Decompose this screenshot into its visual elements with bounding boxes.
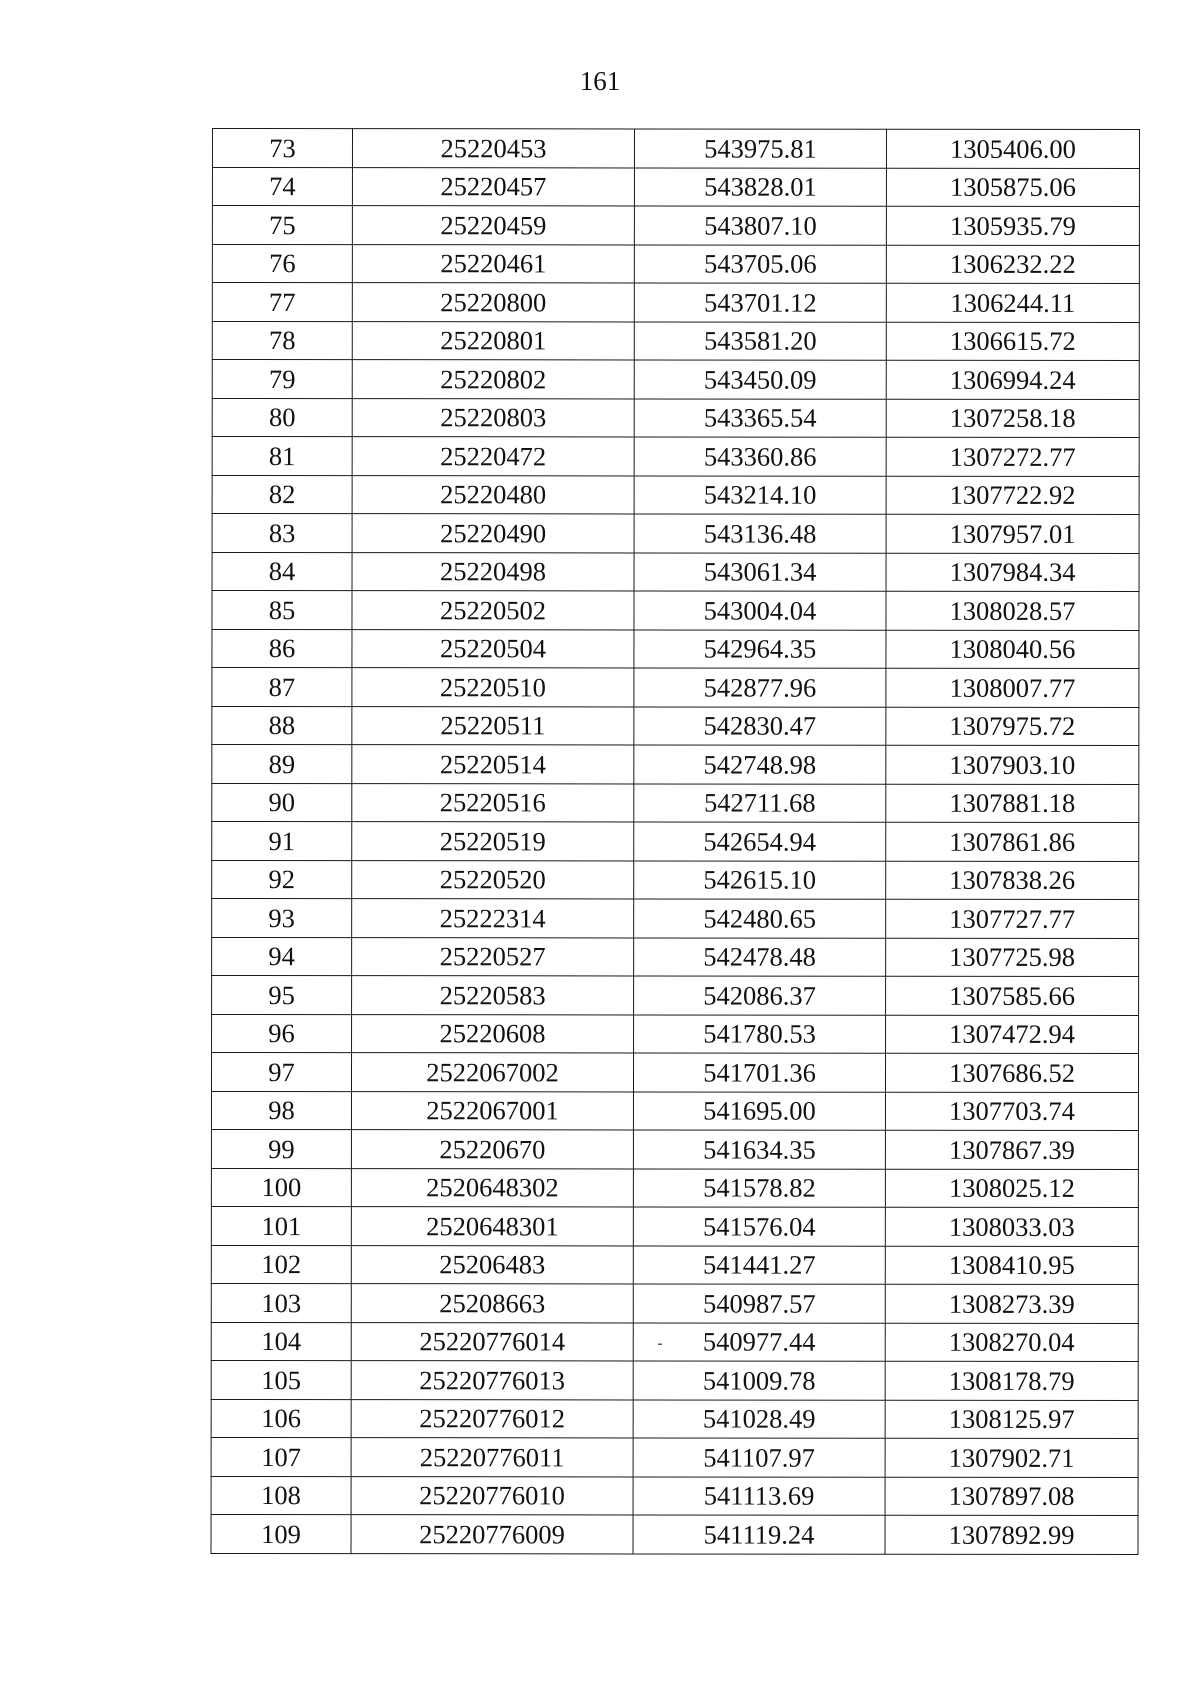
coordinates-table [211, 128, 1140, 1554]
row-number-cell: 75 [212, 206, 352, 245]
row-number-cell: 79 [212, 360, 352, 399]
point-code-cell: 25220459 [352, 206, 634, 245]
coordinate-y-cell: 1307838.26 [886, 861, 1139, 900]
point-code-cell: 25220527 [352, 937, 634, 976]
coordinate-y-cell: 1305875.06 [886, 168, 1139, 207]
row-number-cell: 103 [211, 1283, 351, 1322]
coordinate-y-cell: 1308025.12 [885, 1169, 1138, 1208]
table-body [211, 129, 1139, 1554]
point-code-cell: 25220514 [352, 745, 634, 784]
coordinate-x-cell: 543214.10 [634, 475, 886, 514]
coordinate-x-cell: 542748.98 [634, 745, 886, 784]
table-row [211, 1245, 1138, 1284]
coordinate-y-cell: 1308270.04 [885, 1323, 1138, 1362]
row-number-cell: 74 [212, 167, 352, 206]
coordinate-x-cell: 540987.57 [633, 1284, 885, 1323]
row-number-cell: 97 [211, 1053, 351, 1092]
table-row [211, 1322, 1138, 1361]
coordinate-y-cell: 1307984.34 [886, 553, 1139, 592]
point-code-cell: 2520648302 [351, 1168, 633, 1207]
coordinate-x-cell: 542830.47 [634, 706, 886, 745]
coordinate-x-cell: 540977.44 - [633, 1322, 885, 1361]
table-row [211, 1514, 1138, 1553]
page-number: 161 [579, 66, 621, 96]
row-number-cell: 87 [212, 668, 352, 707]
coordinate-x-cell: 541113.69 [633, 1476, 885, 1515]
coordinate-y-cell: 1305935.79 [886, 206, 1139, 245]
table-row [212, 475, 1139, 514]
coordinate-x-cell: 541780.53 [634, 1014, 886, 1053]
coordinate-x-cell: 543975.81 [634, 129, 886, 168]
point-code-cell: 25220801 [352, 321, 634, 360]
coordinate-x-cell: 541701.36 [633, 1053, 885, 1092]
row-number-cell: 106 [211, 1399, 351, 1438]
table-row [212, 822, 1139, 861]
table-row [212, 244, 1139, 283]
point-code-cell: 25220776013 [351, 1361, 633, 1400]
coordinate-y-cell: 1307881.18 [886, 784, 1139, 823]
coordinate-x-cell: 542654.94 [634, 822, 886, 861]
row-number-cell: 93 [212, 899, 352, 938]
coordinate-x-cell: 543061.34 [634, 552, 886, 591]
row-number-cell: 89 [212, 745, 352, 784]
coordinate-x-cell: 542877.96 [634, 668, 886, 707]
table-row [211, 1283, 1138, 1322]
coordinate-y-cell: 1307272.77 [886, 437, 1139, 476]
coordinate-x-cell: 543004.04 [634, 591, 886, 630]
row-number-cell: 105 [211, 1360, 351, 1399]
coordinate-y-cell: 1308273.39 [885, 1284, 1138, 1323]
table-row [212, 937, 1139, 976]
row-number-cell: 104 [211, 1322, 351, 1361]
coordinate-y-cell: 1307258.18 [886, 399, 1139, 438]
table-row [212, 629, 1139, 668]
coordinate-x-cell: 541576.04 [633, 1207, 885, 1246]
row-number-cell: 99 [211, 1130, 351, 1169]
coordinate-x-cell: 541119.24 [633, 1515, 885, 1554]
table-row [212, 321, 1139, 360]
table-row [212, 706, 1139, 745]
point-code-cell: 25220776012 [351, 1399, 633, 1438]
point-code-cell: 25220453 [352, 129, 634, 168]
point-code-cell: 25220583 [352, 976, 634, 1015]
table-row [212, 398, 1139, 437]
point-code-cell: 25208663 [351, 1284, 633, 1323]
row-number-cell: 84 [212, 552, 352, 591]
point-code-cell: 25220776014 [351, 1322, 633, 1361]
row-number-cell: 92 [212, 860, 352, 899]
row-number-cell: 78 [212, 321, 352, 360]
row-number-cell: 108 [211, 1476, 351, 1515]
point-code-cell: 2522067001 [351, 1091, 633, 1130]
coordinate-y-cell: 1306244.11 [886, 283, 1139, 322]
coordinate-x-cell: 543450.09 [634, 360, 886, 399]
coordinate-x-cell: 542615.10 [634, 860, 886, 899]
row-number-cell: 101 [211, 1206, 351, 1245]
table-row [212, 206, 1139, 245]
coordinate-x-cell: 541441.27 [633, 1245, 885, 1284]
dash-mark: - [657, 1335, 663, 1351]
coordinate-y-cell: 1307727.77 [886, 899, 1139, 938]
table-row [211, 1091, 1138, 1130]
point-code-cell: 2522067002 [351, 1053, 633, 1092]
table-row [212, 283, 1139, 322]
point-code-cell: 25220510 [352, 668, 634, 707]
table-row [211, 1168, 1138, 1207]
coordinate-y-cell: 1308125.97 [885, 1400, 1138, 1439]
point-code-cell: 25220457 [352, 167, 634, 206]
coordinate-x-cell: 541009.78 [633, 1361, 885, 1400]
coordinate-y-cell: 1307725.98 [886, 938, 1139, 977]
coordinate-y-cell: 1306615.72 [886, 322, 1139, 361]
coordinate-x-cell: 541578.82 [633, 1168, 885, 1207]
table-row [212, 129, 1139, 168]
point-code-cell: 25220520 [352, 860, 634, 899]
coordinate-x-cell: 542086.37 [634, 976, 886, 1015]
table-row [212, 167, 1139, 206]
point-code-cell: 25222314 [352, 899, 634, 938]
coordinate-x-cell: 541695.00 [633, 1091, 885, 1130]
table-row [212, 783, 1139, 822]
point-code-cell: 25220461 [352, 244, 634, 283]
table-row [211, 1130, 1138, 1169]
point-code-cell: 25220608 [352, 1014, 634, 1053]
coordinate-y-cell: 1307897.08 [885, 1477, 1138, 1516]
table-row [212, 437, 1139, 476]
row-number-cell: 86 [212, 629, 352, 668]
coordinate-x-cell: 543701.12 [634, 283, 886, 322]
point-code-cell: 25220490 [352, 514, 634, 553]
table-row [212, 668, 1139, 707]
coordinate-y-cell: 1306232.22 [886, 245, 1139, 284]
row-number-cell: 73 [212, 129, 352, 168]
row-number-cell: 107 [211, 1437, 351, 1476]
table-row [212, 899, 1139, 938]
table-row [212, 976, 1139, 1015]
row-number-cell: 91 [212, 822, 352, 861]
table-row [212, 745, 1139, 784]
row-number-cell: 96 [212, 1014, 352, 1053]
point-code-cell: 25206483 [351, 1245, 633, 1284]
coordinate-y-cell: 1306994.24 [886, 360, 1139, 399]
row-number-cell: 85 [212, 591, 352, 630]
point-code-cell: 25220502 [352, 591, 634, 630]
point-code-cell: 25220498 [352, 552, 634, 591]
coordinate-x-cell: 542711.68 [634, 783, 886, 822]
table-row [212, 360, 1139, 399]
point-code-cell: 25220670 [351, 1130, 633, 1169]
coordinate-x-cell: 541028.49 [633, 1399, 885, 1438]
table-row [211, 1399, 1138, 1438]
coordinate-x-cell: 543365.54 [634, 398, 886, 437]
point-code-cell: 25220511 [352, 706, 634, 745]
table-row [212, 860, 1139, 899]
table-row [212, 591, 1139, 630]
coordinate-x-cell: 543828.01 [634, 167, 886, 206]
coordinate-x-cell: 542478.48 [634, 937, 886, 976]
coordinate-y-cell: 1307472.94 [886, 1015, 1139, 1054]
coordinate-y-cell: 1307585.66 [886, 976, 1139, 1015]
table-row [212, 514, 1139, 553]
point-code-cell: 25220800 [352, 283, 634, 322]
row-number-cell: 76 [212, 244, 352, 283]
point-code-cell: 25220803 [352, 398, 634, 437]
row-number-cell: 98 [211, 1091, 351, 1130]
point-code-cell: 2520648301 [351, 1207, 633, 1246]
table-row [211, 1360, 1138, 1399]
point-code-cell: 25220516 [352, 783, 634, 822]
point-code-cell: 25220802 [352, 360, 634, 399]
coordinate-x-cell: 543360.86 [634, 437, 886, 476]
row-number-cell: 94 [212, 937, 352, 976]
coordinate-y-cell: 1308028.57 [886, 591, 1139, 630]
row-number-cell: 82 [212, 475, 352, 514]
coordinate-y-cell: 1308040.56 [886, 630, 1139, 669]
point-code-cell: 25220480 [352, 475, 634, 514]
coordinate-y-cell: 1307703.74 [885, 1092, 1138, 1131]
coordinate-y-cell: 1307722.92 [886, 476, 1139, 515]
point-code-cell: 25220776009 [351, 1515, 633, 1554]
coordinate-x-cell: 542964.35 [634, 629, 886, 668]
row-number-cell: 95 [212, 976, 352, 1015]
row-number-cell: 88 [212, 706, 352, 745]
coordinate-y-cell: 1307892.99 [885, 1515, 1138, 1554]
coordinate-x-cell: 541107.97 [633, 1438, 885, 1477]
coordinate-x-cell: 543807.10 [634, 206, 886, 245]
row-number-cell: 102 [211, 1245, 351, 1284]
coordinate-y-cell: 1307861.86 [886, 822, 1139, 861]
row-number-cell: 83 [212, 514, 352, 553]
coordinate-x-cell: 543705.06 [634, 244, 886, 283]
coordinate-x-cell: 542480.65 [634, 899, 886, 938]
point-code-cell: 25220776010 [351, 1476, 633, 1515]
coordinate-y-cell: 1305406.00 [886, 129, 1139, 168]
coordinate-x-cell: 541634.35 [633, 1130, 885, 1169]
table-row [211, 1206, 1138, 1245]
table-row [211, 1053, 1138, 1092]
coordinate-y-cell: 1307903.10 [886, 745, 1139, 784]
point-code-cell: 25220519 [352, 822, 634, 861]
coordinate-y-cell: 1307975.72 [886, 707, 1139, 746]
coordinate-y-cell: 1307957.01 [886, 514, 1139, 553]
coordinate-y-cell: 1308410.95 [885, 1246, 1138, 1285]
table-row [211, 1437, 1138, 1476]
row-number-cell: 81 [212, 437, 352, 476]
coordinate-y-cell: 1308178.79 [885, 1361, 1138, 1400]
table-row [212, 1014, 1139, 1053]
coordinate-x-cell: 543136.48 [634, 514, 886, 553]
row-number-cell: 109 [211, 1514, 351, 1553]
row-number-cell: 80 [212, 398, 352, 437]
coordinate-y-cell: 1308033.03 [885, 1207, 1138, 1246]
coordinate-y-cell: 1307686.52 [885, 1053, 1138, 1092]
coordinate-y-cell: 1308007.77 [886, 668, 1139, 707]
point-code-cell: 25220776011 [351, 1438, 633, 1477]
coordinate-y-cell: 1307867.39 [885, 1130, 1138, 1169]
table-row [211, 1476, 1138, 1515]
table-row [212, 552, 1139, 591]
row-number-cell: 100 [211, 1168, 351, 1207]
coordinate-x-cell: 543581.20 [634, 321, 886, 360]
point-code-cell: 25220504 [352, 629, 634, 668]
coordinate-y-cell: 1307902.71 [885, 1438, 1138, 1477]
row-number-cell: 77 [212, 283, 352, 322]
point-code-cell: 25220472 [352, 437, 634, 476]
row-number-cell: 90 [212, 783, 352, 822]
